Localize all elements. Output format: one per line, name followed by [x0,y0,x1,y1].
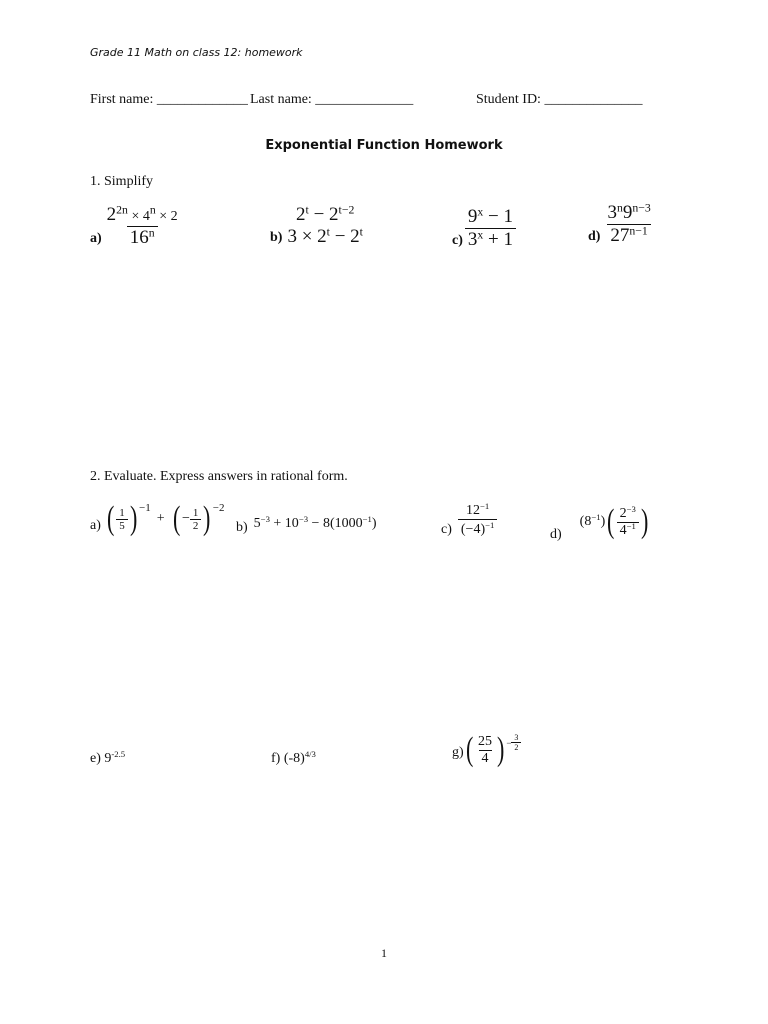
q2-a-f2-den: 2 [190,519,202,532]
q2-c-numerator: $12^{-1}$ [466,501,490,518]
q2-d-paren-close: ) [640,503,649,540]
q1-c-numerator: $9^x - 1$ [467,205,513,227]
q2-b-expression: $5^{-3} + 10^{-3} - 8(1000^{-1})$ [253,514,377,531]
q2-a-paren-close-2: ) [203,500,211,537]
q1-d-denominator: $27^{n-1}$ [607,224,650,247]
q2-f-label: f) (-8) [271,751,305,766]
q1-b-fraction [284,204,366,248]
q1-a-numerator: $2^{2n} \times 4^n \times 2$ [106,203,178,225]
q1-c-label: c) [452,233,463,248]
q2-g-paren-open: ( [465,731,474,768]
q1-a-fraction [104,204,181,249]
first-name-field: First name: _____________ [90,92,248,107]
q2-c-label: c) [441,522,452,537]
q2-b-label: b) [236,520,248,535]
q2-g-exponent: − $\frac{3}{2}$ [506,733,521,752]
q2-d [550,503,650,542]
q2-d-denominator: $4^{-1}$ [617,522,639,539]
q2-a [90,502,224,536]
q1-d-label: d) [588,229,601,244]
q2-a-paren-close: ) [129,500,138,537]
q2-a-paren-open-2: ( [172,500,181,537]
q2-f-exponent: 4/3 [304,749,316,760]
q2-a-plus: + [156,511,165,526]
q2-e [90,751,125,767]
q2-c [441,503,497,538]
q2-g-denominator: 4 [479,750,492,767]
page-header: Grade 11 Math on class 12: homework [90,46,303,59]
q2-d-fraction [617,503,639,539]
q2-a-exp-1: −1 [139,502,151,514]
q2-e-exponent: -2.5 [111,749,126,760]
q2-a-paren-open: ( [106,500,115,537]
q1-prompt: 1. Simplify [90,174,154,189]
q2-a-fraction-2 [190,507,202,532]
q1-c-fraction [465,206,516,251]
q1-b [270,204,366,248]
q2-g-label: g) [452,745,464,760]
q1-a-label: a) [90,231,102,246]
q1-a-denominator: 16$^n$ [127,226,158,249]
q2-a-f1-num: 1 [119,506,125,519]
student-id-field: Student ID: ______________ [476,92,643,107]
q2-f [271,751,316,767]
q2-a-neg: − [182,511,190,526]
q1-a [90,204,181,249]
q2-g-paren-close: ) [496,731,505,768]
q1-b-label: b) [270,230,283,245]
q2-c-denominator: $(-4)^{-1}$ [458,519,497,538]
q2-d-label: d) [550,527,562,542]
q1-c-denominator: $3^x + 1$ [465,228,516,251]
q2-a-f2-num: 1 [192,506,199,519]
page-title: Exponential Function Homework [265,138,503,153]
q2-d-lead: $(8^{-1})$ [579,512,606,529]
q2-e-label: e) 9 [90,751,112,766]
q2-g [452,733,521,767]
q1-d [588,202,654,247]
q2-a-f1-den: 5 [116,519,128,532]
q2-g-fraction [475,734,495,767]
page-number: 1 [381,946,387,960]
q1-c [452,206,516,251]
q2-a-fraction-1 [116,507,128,532]
last-name-field: Last name: ______________ [250,92,414,107]
q1-d-fraction [604,202,653,247]
q2-b [236,514,377,535]
q2-d-paren-open: ( [607,503,615,540]
q2-a-label: a) [90,518,101,533]
q2-a-exp-2: −2 [212,502,225,514]
q2-g-numerator: 25 [478,733,492,749]
q1-d-numerator: $3^n9^{n-3}$ [607,201,651,223]
q2-d-numerator: $2^{-3}$ [619,503,636,521]
q1-b-denominator: $3 \times 2^t - 2^t$ [287,225,363,247]
q2-prompt: 2. Evaluate. Express answers in rational form. [90,469,348,484]
q1-b-numerator: $2^t - 2^{t-2}$ [296,203,355,225]
q2-c-fraction [458,503,497,538]
